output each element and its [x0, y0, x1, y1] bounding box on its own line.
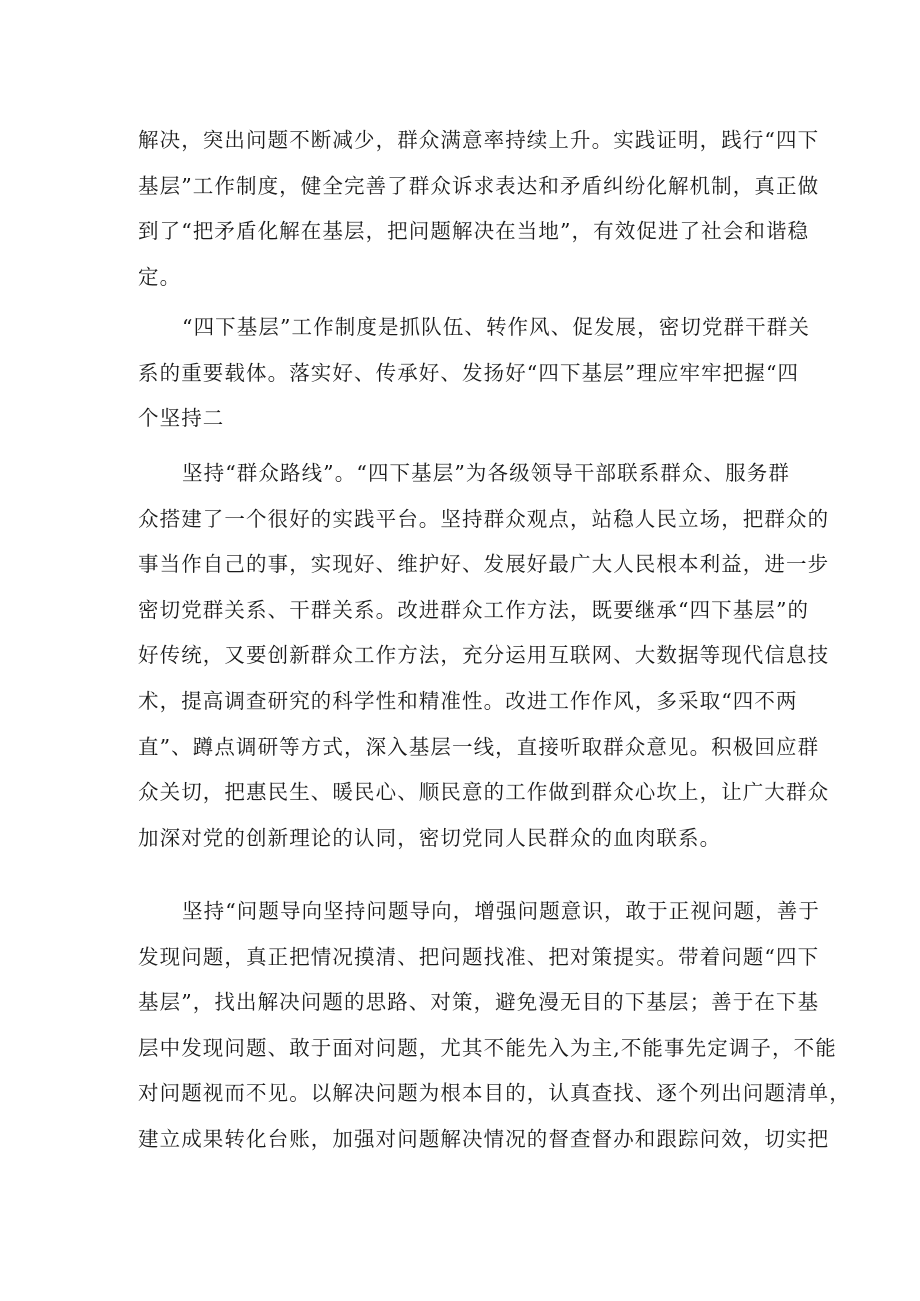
paragraph-line: 基层”，找出解决问题的思路、对策，避免漫无目的下基层；善于在下基 [138, 990, 820, 1015]
paragraph-line: 众搭建了一个很好的实践平台。坚持群众观点，站稳人民立场，把群众的 [138, 506, 830, 531]
paragraph-1 [138, 118, 820, 300]
paragraph-line: 密切党群关系、干群关系。改进群众工作方法，既要继承“四下基层”的 [138, 597, 810, 622]
paragraph-line: 对问题视而不见。以解决问题为根本目的，认真查找、逐个列出问题清单， [138, 1081, 851, 1106]
paragraph-4 [138, 889, 851, 1163]
paragraph-line: 直”、蹲点调研等方式，深入基层一线，直接听取群众意见。积极回应群 [138, 734, 820, 759]
paragraph-line: 系的重要载体。落实好、传承好、发扬好“四下基层”理应牢牢把握“四 [138, 360, 800, 385]
paragraph-line: 加深对党的创新理论的认同，密切党同人民群众的血肉联系。 [138, 825, 722, 850]
paragraph-line: 事当作自己的事，实现好、维护好、发展好最广大人民根本利益，进一步 [138, 552, 830, 577]
paragraph-2 [138, 305, 810, 442]
paragraph-line: “四下基层”工作制度是抓队伍、转作风、促发展，密切党群干群关 [182, 315, 810, 339]
paragraph-line: 众关切，把惠民生、暖民心、顺民意的工作做到群众心坎上，让广大群众 [138, 780, 830, 805]
paragraph-line: 基层”工作制度，健全完善了群众诉求表达和矛盾纠纷化解机制，真正做 [138, 173, 820, 198]
paragraph-line: 到了“把矛盾化解在基层，把问题解决在当地”，有效促进了社会和谐稳 [138, 219, 810, 244]
paragraph-line: 层中发现问题、敢于面对问题，尤其不能先入为主,不能事先定调子，不能 [138, 1035, 837, 1060]
paragraph-line: 定。 [138, 264, 182, 289]
paragraph-line: 好传统，又要创新群众工作方法，充分运用互联网、大数据等现代信息技 [138, 643, 830, 668]
paragraph-3 [138, 451, 830, 861]
paragraph-line: 发现问题，真正把情况摸清、把问题找准、把对策提实。带着问题“四下 [138, 944, 820, 969]
paragraph-line: 解决，突出问题不断减少，群众满意率持续上升。实践证明，践行“四下 [138, 128, 820, 152]
paragraph-line: 坚持“群众路线”。“四下基层”为各级领导干部联系群众、服务群 [182, 461, 790, 485]
paragraph-line: 坚持“问题导向坚持问题导向，增强问题意识，敢于正视问题，善于 [182, 899, 820, 923]
paragraph-line: 术，提高调查研究的科学性和精准性。改进工作作风，多采取“四不两 [138, 688, 798, 713]
paragraph-line: 个坚持二 [138, 406, 225, 431]
paragraph-line: 建立成果转化台账，加强对问题解决情况的督查督办和跟踪问效，切实把 [138, 1126, 830, 1151]
